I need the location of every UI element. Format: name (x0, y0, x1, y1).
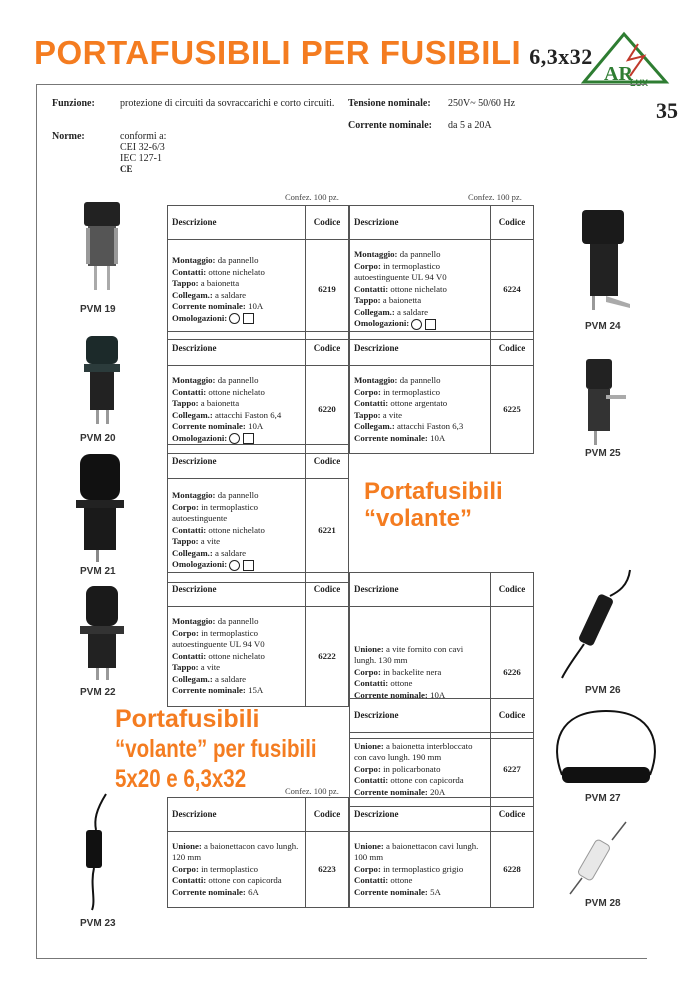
spec-label: Contatti: (172, 650, 207, 661)
spec-line (354, 775, 486, 787)
page-title: PORTAFUSIBILI PER FUSIBILI 6,3x32 (34, 34, 593, 71)
ar-lux-logo (578, 30, 678, 90)
spec-value: in termoplastico grigio (383, 863, 464, 874)
spec-label: Corpo: (172, 863, 199, 874)
svg-text:LUX: LUX (630, 78, 648, 88)
funzione-label: Funzione: (52, 98, 95, 109)
spec-value: 15A (248, 685, 264, 696)
spec-line (172, 421, 301, 433)
norme-label: Norme: (52, 131, 85, 142)
spec-label: Collegam.: (172, 673, 213, 684)
spec-line (172, 875, 301, 887)
spec-line (354, 433, 486, 445)
spec-line (354, 387, 486, 399)
spec-label: Contatti: (354, 875, 389, 886)
spec-value: ottone (390, 678, 413, 689)
spec-label: Contatti: (354, 678, 389, 689)
confez-label-right: Confez. 100 pz. (468, 192, 522, 202)
spec-value: 10A (430, 689, 446, 700)
header-descrizione: Descrizione (168, 332, 306, 366)
spec-line (172, 662, 301, 674)
label-pvm20: PVM 20 (80, 433, 116, 444)
header-descrizione: Descrizione (168, 798, 306, 832)
spec-label: Contatti: (354, 775, 389, 786)
spec-value: a baionettacon cavo lungh. 120 mm (172, 840, 299, 863)
spec-value: ottone nichelato (390, 283, 447, 294)
fuse-holder-pvm27-image (548, 705, 664, 790)
spec-label: Corrente nominale: (172, 421, 246, 431)
table-header-row (350, 573, 534, 607)
header-codice: Codice (306, 206, 349, 240)
approval-mark-icon (229, 313, 240, 324)
label-pvm24: PVM 24 (585, 321, 621, 332)
product-code: 6227 (491, 733, 534, 807)
spec-line (354, 261, 486, 284)
spec-label: Tappo: (172, 536, 199, 547)
spec-value: in policarbonato (383, 763, 441, 774)
spec-line (354, 741, 486, 764)
spec-line (354, 678, 486, 690)
approval-mark-icon (229, 560, 240, 571)
label-pvm27: PVM 27 (585, 793, 621, 804)
product-code: 6222 (306, 607, 349, 707)
svg-text:AR: AR (604, 63, 633, 85)
spec-line (172, 255, 301, 267)
spec-value: ottone con capicorda (390, 775, 464, 786)
product-description (168, 832, 306, 908)
table-header-row (168, 445, 349, 479)
spec-value: da pannello (217, 255, 259, 265)
spec-label: Collegam.: (172, 289, 213, 300)
product-code: 6228 (491, 832, 534, 908)
spec-label: Corpo: (354, 763, 381, 774)
header-codice: Codice (491, 699, 534, 733)
spec-label: Omologazioni: (172, 432, 228, 443)
product-code: 6220 (306, 366, 349, 454)
table-row (168, 240, 349, 340)
spec-line (354, 398, 486, 410)
product-description (350, 240, 491, 340)
spec-line (354, 421, 486, 433)
spec-value: 10A (430, 432, 446, 443)
spec-line (354, 249, 486, 261)
table-row (168, 607, 349, 707)
spec-label: Contatti: (172, 524, 207, 535)
spec-value: 6A (248, 886, 259, 897)
table-header-row (168, 206, 349, 240)
label-pvm19: PVM 19 (80, 304, 116, 315)
header-codice: Codice (491, 206, 534, 240)
spec-label: Corpo: (172, 501, 199, 512)
spec-label: Montaggio: (172, 375, 216, 385)
approval-mark-icon (243, 433, 254, 444)
spec-label: Unione: (172, 840, 202, 851)
spec-label: Montaggio: (354, 249, 398, 260)
spec-value: a baionettacon cavi lungh. 100 mm (354, 840, 479, 863)
fuse-holder-pvm25-image (576, 355, 636, 450)
fuse-holder-pvm19-image (72, 198, 132, 298)
label-pvm26: PVM 26 (585, 685, 621, 696)
approval-mark-icon (425, 319, 436, 330)
spec-value: attacchi Faston 6,4 (215, 409, 282, 420)
fuse-holder-pvm26-image (558, 566, 638, 686)
product-description (168, 366, 306, 454)
spec-line (172, 616, 301, 628)
volante-heading-2: Portafusibili “volante” per fusibili 5x20 e 6,3x32 (115, 705, 317, 793)
spec-line (172, 278, 301, 290)
label-pvm25: PVM 25 (585, 448, 621, 459)
fuse-holder-pvm20-image (72, 330, 132, 430)
spec-label: Contatti: (172, 386, 207, 397)
spec-value: ottone nichelato (208, 266, 265, 277)
spec-line (172, 375, 301, 387)
header-descrizione: Descrizione (350, 699, 491, 733)
label-pvm21: PVM 21 (80, 566, 116, 577)
spec-value: 5A (430, 886, 441, 897)
table-row (350, 733, 534, 807)
spec-value: da pannello (217, 616, 259, 627)
spec-line (354, 764, 486, 776)
header-descrizione: Descrizione (168, 573, 306, 607)
spec-value: da pannello (399, 249, 441, 260)
spec-label: Collegam.: (172, 409, 213, 420)
spec-line (172, 887, 301, 899)
header-descrizione: Descrizione (350, 206, 491, 240)
table-row (168, 479, 349, 583)
spec-label: Montaggio: (172, 490, 216, 501)
product-code: 6226 (491, 607, 534, 739)
spec-line (354, 410, 486, 422)
table-row (168, 366, 349, 454)
table-header-row (350, 798, 534, 832)
spec-value: ottone nichelato (208, 650, 265, 661)
spec-label: Contatti: (172, 875, 207, 886)
spec-label: Corpo: (354, 386, 381, 397)
spec-value: a baionetta interbloccato con cavo lungh. 190 mm (354, 740, 473, 763)
spec-value: a baionetta (200, 278, 240, 288)
spec-value: a saldare (215, 673, 247, 684)
tensione-value: 250V~ 50/60 Hz (448, 98, 516, 109)
spec-label: Tappo: (172, 278, 199, 288)
spec-label: Contatti: (354, 398, 389, 408)
spec-line (172, 536, 301, 548)
spec-value: ottone argentato (390, 398, 448, 408)
table-header-row (350, 332, 534, 366)
product-table (167, 444, 349, 583)
spec-value: ottone nichelato (208, 386, 265, 397)
product-description (350, 832, 491, 908)
spec-value: da pannello (399, 375, 441, 385)
funzione-value: protezione di circuiti da sovraccarichi e corto circuiti. (120, 98, 335, 109)
spec-value: a saldare (215, 289, 247, 300)
spec-label: Omologazioni: (172, 312, 228, 323)
spec-label: Collegam.: (354, 421, 395, 431)
spec-line (172, 548, 301, 560)
spec-value: 10A (248, 421, 264, 431)
product-description (350, 366, 491, 454)
header-codice: Codice (306, 798, 349, 832)
header-codice: Codice (306, 332, 349, 366)
spec-line (354, 284, 486, 296)
spec-label: Corrente nominale: (172, 886, 246, 897)
spec-label: Collegam.: (172, 547, 213, 558)
spec-label: Omologazioni: (172, 559, 228, 570)
spec-line (354, 841, 486, 864)
header-descrizione: Descrizione (168, 206, 306, 240)
spec-line (172, 267, 301, 279)
product-code: 6223 (306, 832, 349, 908)
table-row (168, 832, 349, 908)
spec-value: in termoplastico (383, 386, 441, 397)
spec-value: ottone con capicorda (208, 875, 282, 886)
spec-label: Montaggio: (172, 616, 216, 627)
spec-line (172, 559, 301, 571)
spec-label: Collegam.: (354, 306, 395, 317)
spec-value: in termoplastico autoestinguente UL 94 V0 (354, 260, 447, 283)
spec-label: Corpo: (354, 260, 381, 271)
spec-line (172, 525, 301, 537)
product-description (168, 240, 306, 340)
norme-value: conformi a: CEI 32-6/3 IEC 127-1 CE (120, 131, 167, 174)
spec-line (172, 398, 301, 410)
spec-label: Tappo: (172, 398, 199, 408)
header-codice: Codice (306, 445, 349, 479)
spec-line (172, 433, 301, 445)
product-description (168, 479, 306, 583)
spec-line (172, 628, 301, 651)
spec-line (354, 307, 486, 319)
spec-line (172, 313, 301, 325)
tensione-label: Tensione nominale: (348, 98, 431, 109)
spec-line (354, 644, 486, 667)
spec-label: Corrente nominale: (172, 301, 246, 311)
spec-line (354, 887, 486, 899)
approval-mark-icon (243, 560, 254, 571)
product-code: 6219 (306, 240, 349, 340)
label-pvm23: PVM 23 (80, 918, 116, 929)
spec-line (172, 674, 301, 686)
spec-value: 10A (248, 301, 264, 311)
approval-mark-icon (243, 313, 254, 324)
spec-line (172, 387, 301, 399)
fuse-holder-pvm21-image (70, 450, 130, 565)
header-descrizione: Descrizione (350, 332, 491, 366)
confez-label-bottom: Confez. 100 pz. (285, 786, 339, 796)
spec-line (354, 318, 486, 330)
spec-label: Omologazioni: (354, 318, 410, 329)
header-codice: Codice (491, 332, 534, 366)
spec-label: Tappo: (354, 295, 381, 306)
spec-value: da pannello (217, 375, 259, 385)
spec-value: in termoplastico autoestinguente (172, 501, 259, 524)
spec-label: Unione: (354, 643, 384, 654)
spec-label: Tappo: (172, 662, 199, 673)
fuse-holder-pvm24-image (576, 206, 636, 316)
spec-value: a vite (200, 536, 221, 547)
table-header-row (168, 573, 349, 607)
header-codice: Codice (491, 798, 534, 832)
spec-line (172, 502, 301, 525)
fuse-holder-pvm23-image (66, 790, 126, 915)
product-description (350, 733, 491, 807)
spec-line (172, 410, 301, 422)
spec-label: Montaggio: (354, 375, 398, 385)
page-number: 35 (656, 98, 678, 123)
spec-label: Tappo: (354, 409, 381, 420)
spec-value: a vite (382, 409, 403, 420)
spec-value: a vite fornito con cavi lungh. 130 mm (354, 643, 464, 666)
product-table (349, 797, 534, 908)
spec-label: Montaggio: (172, 255, 216, 265)
spec-label: Corrente nominale: (354, 786, 428, 797)
product-table (167, 331, 349, 454)
title-size: 6,3x32 (529, 44, 593, 69)
spec-value: 20A (430, 786, 446, 797)
spec-label: Corrente nominale: (354, 689, 428, 700)
spec-label: Corpo: (172, 627, 199, 638)
header-descrizione: Descrizione (350, 798, 491, 832)
spec-line (354, 375, 486, 387)
corrente-label: Corrente nominale: (348, 120, 432, 131)
header-descrizione: Descrizione (350, 573, 491, 607)
spec-value: a baionetta (382, 295, 422, 306)
ce-mark: CE (120, 164, 133, 174)
spec-line (172, 490, 301, 502)
spec-line (172, 841, 301, 864)
spec-value: attacchi Faston 6,3 (397, 421, 464, 431)
product-code: 6224 (491, 240, 534, 340)
spec-line (172, 301, 301, 313)
product-table (167, 797, 349, 908)
spec-value: a baionetta (200, 398, 240, 408)
table-row (350, 366, 534, 454)
product-code: 6225 (491, 366, 534, 454)
header-descrizione: Descrizione (168, 445, 306, 479)
spec-value: da pannello (217, 490, 259, 501)
header-codice: Codice (306, 573, 349, 607)
spec-value: a saldare (215, 547, 247, 558)
spec-value: ottone nichelato (208, 524, 265, 535)
corrente-value: da 5 a 20A (448, 120, 492, 131)
product-code: 6221 (306, 479, 349, 583)
spec-label: Corpo: (354, 863, 381, 874)
product-table (349, 331, 534, 454)
confez-label-left: Confez. 100 pz. (285, 192, 339, 202)
spec-label: Contatti: (354, 283, 389, 294)
volante-heading-1: Portafusibili “volante” (364, 478, 503, 532)
spec-value: a saldare (397, 306, 429, 317)
spec-label: Corrente nominale: (354, 886, 428, 897)
spec-value: in termoplastico (201, 863, 259, 874)
table-header-row (168, 798, 349, 832)
fuse-holder-pvm22-image (72, 582, 132, 682)
spec-label: Corrente nominale: (172, 685, 246, 696)
product-table (167, 205, 349, 340)
spec-line (172, 864, 301, 876)
spec-value: in termoplastico autoestinguente UL 94 V0 (172, 627, 265, 650)
spec-label: Unione: (354, 740, 384, 751)
product-table (349, 205, 534, 340)
product-table (167, 572, 349, 707)
spec-value: ottone (390, 875, 413, 886)
approval-mark-icon (229, 433, 240, 444)
label-pvm28: PVM 28 (585, 898, 621, 909)
spec-line (354, 667, 486, 679)
spec-line (172, 685, 301, 697)
spec-line (172, 290, 301, 302)
spec-label: Unione: (354, 840, 384, 851)
table-header-row (350, 699, 534, 733)
label-pvm22: PVM 22 (80, 687, 116, 698)
spec-line (354, 864, 486, 876)
product-table (349, 698, 534, 807)
table-header-row (350, 206, 534, 240)
spec-value: in backelite nera (383, 666, 442, 677)
spec-line (354, 875, 486, 887)
spec-label: Corpo: (354, 666, 381, 677)
fuse-holder-pvm28-image (564, 818, 634, 898)
approval-mark-icon (411, 319, 422, 330)
table-row (350, 832, 534, 908)
spec-line (172, 651, 301, 663)
table-row (350, 240, 534, 340)
spec-value: a vite (200, 662, 221, 673)
spec-line (354, 295, 486, 307)
spec-label: Corrente nominale: (354, 432, 428, 443)
header-codice: Codice (491, 573, 534, 607)
table-header-row (168, 332, 349, 366)
product-description (168, 607, 306, 707)
spec-label: Contatti: (172, 266, 207, 277)
